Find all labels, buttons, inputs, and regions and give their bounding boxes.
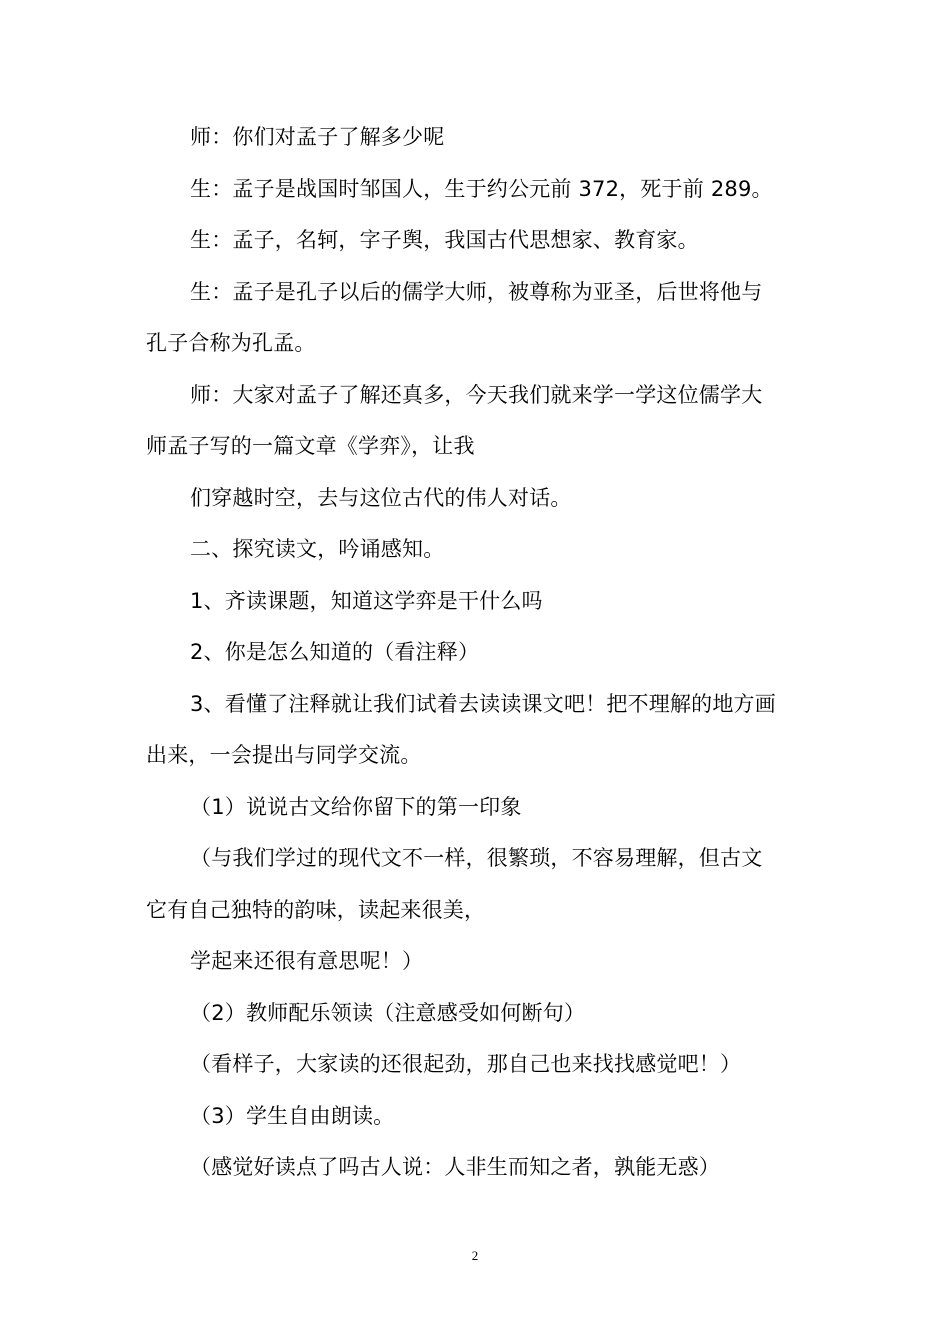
text-line: 学起来还很有意思呢！） xyxy=(190,949,424,973)
text-line: 师孟子写的一篇文章《学弈》，让我 xyxy=(146,434,475,458)
page-number: 2 xyxy=(471,1248,479,1263)
text-line: 2、你是怎么知道的（看注释） xyxy=(190,640,480,664)
section-heading: 二、探究读文，吟诵感知。 xyxy=(190,537,445,561)
text-line: （感觉好读点了吗古人说：人非生而知之者，孰能无惑） xyxy=(190,1155,720,1179)
text-line: （看样子，大家读的还很起劲，那自己也来找找感觉吧！） xyxy=(190,1052,742,1076)
text-line: 生：孟子是战国时邹国人，生于约公元前 372，死于前 289。 xyxy=(190,176,773,201)
text-line: （1）说说古文给你留下的第一印象 xyxy=(190,794,522,819)
text-line: （2）教师配乐领读（注意感受如何断句） xyxy=(190,1000,586,1025)
document-body xyxy=(146,112,810,1194)
text-line: 1、齐读课题，知道这学弈是干什么吗 xyxy=(190,588,543,613)
text-line: 师：你们对孟子了解多少呢 xyxy=(190,125,445,149)
text-line: 生：孟子，名轲，字子舆，我国古代思想家、教育家。 xyxy=(190,228,699,252)
text-line: 们穿越时空，去与这位古代的伟人对话。 xyxy=(190,485,572,510)
text-line: 生：孟子是孔子以后的儒学大师，被尊称为亚圣，后世将他与 xyxy=(190,279,763,304)
text-line: 3、看懂了注释就让我们试着去读读课文吧！把不理解的地方画 xyxy=(190,691,776,716)
text-line: （与我们学过的现代文不一样，很繁琐，不容易理解，但古文 xyxy=(190,846,763,870)
text-line: （3）学生自由朗读。 xyxy=(190,1103,395,1128)
text-line: 师：大家对孟子了解还真多，今天我们就来学一学这位儒学大 xyxy=(190,382,763,407)
text-line: 出来，一会提出与同学交流。 xyxy=(146,743,422,767)
text-line: 孔子合称为孔孟。 xyxy=(146,331,316,355)
text-line: 它有自己独特的韵味，读起来很美， xyxy=(146,897,486,922)
